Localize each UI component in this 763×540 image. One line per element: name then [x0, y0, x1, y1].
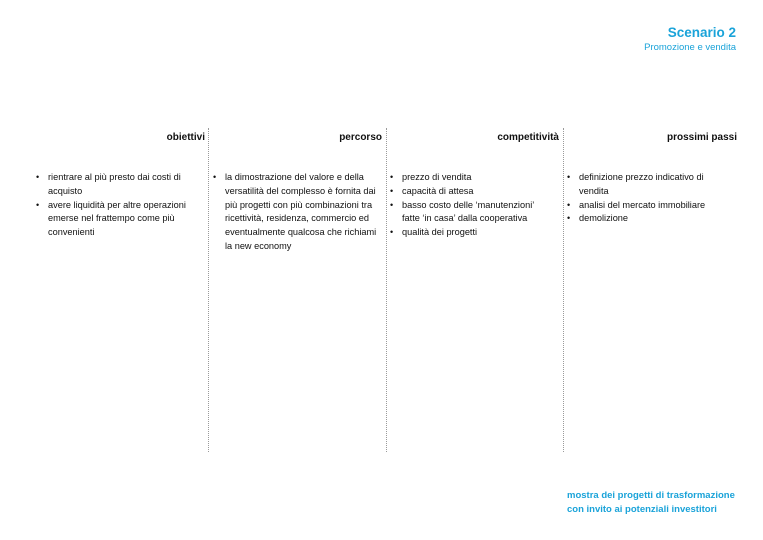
footer-line-1: mostra dei progetti di trasformazione	[567, 490, 735, 501]
prossimi-passi-list	[567, 171, 727, 226]
column-heading-prossimi-passi: prossimi passi	[666, 132, 737, 143]
list-item: • basso costo delle ‘manutenzioni’ fatte ‘in casa’ dalla cooperativa	[390, 199, 550, 227]
percorso-list	[213, 171, 385, 254]
scenario-title: Scenario 2	[667, 25, 736, 40]
list-item: • la dimostrazione del valore e della versatilità del complesso è fornita dai più progetti con più combinazioni tra ricettività, residenza, commercio ed eventualmente qualcosa che richiami la new economy	[213, 171, 385, 254]
list-item: • capacità di attesa	[390, 185, 550, 199]
column-divider	[563, 128, 564, 452]
footer-note	[567, 489, 735, 516]
list-item: • qualità dei progetti	[390, 226, 550, 240]
list-item: • avere liquidità per altre operazioni emerse nel frattempo come più convenienti	[36, 199, 196, 240]
column-heading-obiettivi: obiettivi	[166, 132, 205, 143]
slide-header	[644, 25, 736, 54]
obiettivi-list	[36, 171, 196, 240]
column-heading-competitivita: competitività	[497, 132, 559, 143]
column-divider	[386, 128, 387, 452]
scenario-subtitle: Promozione e vendita	[644, 42, 736, 53]
list-item: • demolizione	[567, 212, 727, 226]
footer-line-2: con invito ai potenziali investitori	[567, 503, 717, 515]
column-heading-percorso: percorso	[339, 132, 382, 143]
list-item: • definizione prezzo indicativo di vendita	[567, 171, 727, 199]
competitivita-list	[390, 171, 550, 240]
list-item: • analisi del mercato immobiliare	[567, 199, 727, 213]
column-divider	[208, 128, 209, 452]
list-item: • prezzo di vendita	[390, 171, 550, 185]
list-item: • rientrare al più presto dai costi di acquisto	[36, 171, 196, 199]
